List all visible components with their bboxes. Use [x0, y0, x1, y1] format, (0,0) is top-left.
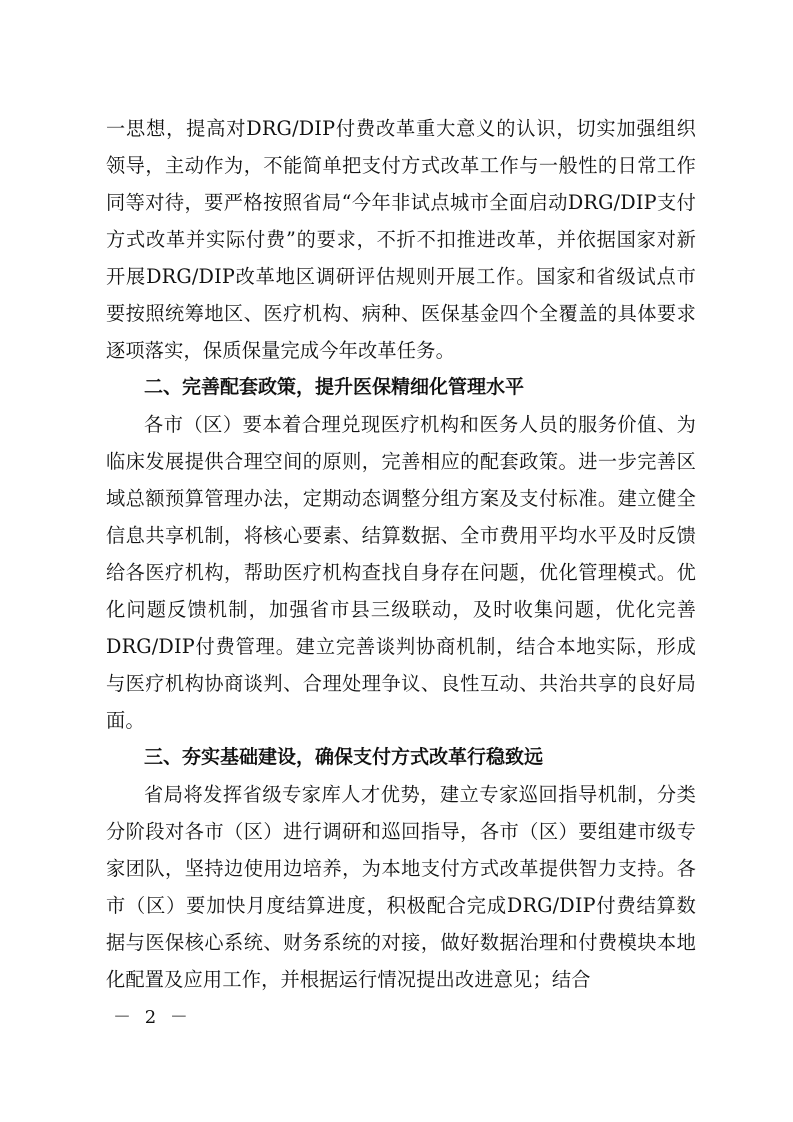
document-body	[106, 110, 696, 998]
page-number: － 2 －	[113, 1007, 192, 1028]
paragraph-section-2: 各市（区）要本着合理兑现医疗机构和医务人员的服务价值、为临床发展提供合理空间的原则，完善相应的配套政策。进一步完善区域总额预算管理办法，定期动态调整分组方案及支付标准。建立健全信息共享机制，将核心要素、结算数据、全市费用平均水平及时反馈给各医疗机构，帮助医疗机构查找自身存在问题，优化管理模式。优化问题反馈机制，加强省市县三级联动，及时收集问题，优化完善DRG/DIP付费管理。建立完善谈判协商机制，结合本地实际，形成与医疗机构协商谈判、合理处理争议、良性互动、共治共享的良好局面。	[106, 413, 696, 732]
section-heading-2: 二、完善配套政策，提升医保精细化管理水平	[144, 376, 525, 398]
paragraph-continuation: 一思想，提高对DRG/DIP付费改革重大意义的认识，切实加强组织领导，主动作为，不能简单把支付方式改革工作与一般性的日常工作同等对待，要严格按照省局“今年非试点城市全面启动DRG/DIP支付方式改革并实际付费”的要求，不折不扣推进改革，并依据国家对新开展DRG/DIP改革地区调研评估规则开展工作。国家和省级试点市要按照统筹地区、医疗机构、病种、医保基金四个全覆盖的具体要求逐项落实，保质保量完成今年改革任务。	[106, 117, 696, 362]
paragraph-section-3: 省局将发挥省级专家库人才优势，建立专家巡回指导机制，分类分阶段对各市（区）进行调研和巡回指导，各市（区）要组建市级专家团队，坚持边使用边培养，为本地支付方式改革提供智力支持。各市（区）要加快月度结算进度，积极配合完成DRG/DIP付费结算数据与医保核心系统、财务系统的对接，做好数据治理和付费模块本地化配置及应用工作，并根据运行情况提出改进意见；结合	[106, 783, 696, 991]
section-heading-3: 三、夯实基础建设，确保支付方式改革行稳致远	[144, 746, 544, 768]
